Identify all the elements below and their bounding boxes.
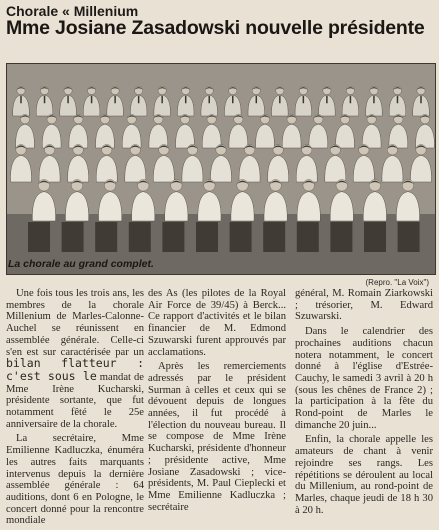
chorister-tie	[279, 96, 281, 104]
col1-text-3: mandat de Mme Irène Kucharski, présidente sortante, que fut notamment fêté le 25e anniversaire de la chorale.	[6, 371, 144, 430]
col3-para-3: Enfin, la chorale appelle les amateurs de chant à venir rejoindre ses rangs. Les répétitions se déroulent au local du Millenium, au rond-point de Marles, chaque jeudi de 18 h 30 à 20 h.	[295, 434, 433, 516]
chorister-tie	[20, 96, 22, 104]
chorister-tie	[44, 96, 46, 104]
chorister-tie	[326, 96, 328, 104]
col1-text-2: bilan flatteur : c'est sous le	[6, 356, 144, 383]
chorister-skirt	[330, 222, 352, 252]
article-headline: Mme Josiane Zasadowski nouvelle présidente	[6, 17, 425, 39]
article-column-3	[295, 288, 433, 519]
chorister-skirt	[230, 222, 252, 252]
col3-para-2: Dans le calendrier des prochaines auditions chacun notera notamment, le concert donné à l'église d'Estrée-Cauchy, le samedi 3 avril à 20 h (sous les chênes de France 2) ; la participation à la fête du Rond-point de Marles le dimanche 20 juin...	[295, 326, 433, 431]
chorister-skirt	[95, 222, 117, 252]
chorister-tie	[208, 96, 210, 104]
chorister-skirt	[263, 222, 285, 252]
chorister-skirt	[297, 222, 319, 252]
chorister-tie	[232, 96, 234, 104]
col1-para-2: La secrétaire, Mme Emilienne Kadluczka, énuméra les autres faits marquants intervenus depuis la dernière assemblée générale : 64 auditions, dont 6 en Pologne, le concert donné pour la rencontre mondiale	[6, 433, 144, 527]
col3-para-1: général, M. Romain Ziarkowski ; trésorier, M. Edward Szuwarski.	[295, 288, 433, 323]
chorister-tie	[138, 96, 140, 104]
chorister-skirt	[129, 222, 151, 252]
chorister-tie	[161, 96, 163, 104]
col1-text-1: Une fois tous les trois ans, les membres de la chorale Millenium de Marles-Calonne-Auchel se réunissent en assemblée générale. Celle-ci s'en est sur caractérisée par un	[6, 288, 144, 358]
col2-para-1: des As (les pilotes de la Royal Air Force de 39/45) à Berck... Ce rapport d'activités et le bilan financier de M. Edmond Szuwarski furent approuvés par acclamations.	[148, 288, 286, 358]
chorister-tie	[373, 96, 375, 104]
choir-photo	[6, 63, 436, 275]
choir-group-illustration	[7, 64, 435, 274]
photo-credit: (Repro. "La Voix")	[365, 278, 429, 287]
chorister-tie	[397, 96, 399, 104]
chorister-skirt	[28, 222, 50, 252]
photo-caption: La chorale au grand complet.	[8, 258, 154, 270]
chorister-tie	[114, 96, 116, 104]
article-kicker: Chorale « Millenium	[6, 3, 139, 19]
chorister-tie	[303, 96, 305, 104]
article-column-2	[148, 288, 286, 516]
col2-para-2: Après les remerciements adressés par le président Surman à celles et ceux qui se dévouent depuis de longues années, il fut procédé à l'élection du nouveau bureau. Il se compose de Mme Irène Kucharski, présidente d'honneur ; présidente active, Mme Josiane Zasadowski ; vice-présidents, M. Paul Cieplecki et Mme Emilienne Kadluczka ; secrétaire	[148, 361, 286, 513]
chorister-tie	[420, 96, 422, 104]
chorister-skirt	[398, 222, 420, 252]
chorister-tie	[91, 96, 93, 104]
chorister-tie	[256, 96, 258, 104]
chorister-skirt	[162, 222, 184, 252]
chorister-tie	[350, 96, 352, 104]
chorister-tie	[67, 96, 69, 104]
col1-para-1	[6, 288, 144, 430]
chorister-tie	[185, 96, 187, 104]
chorister-skirt	[196, 222, 218, 252]
chorister-skirt	[62, 222, 84, 252]
article-column-1	[6, 288, 144, 530]
chorister-skirt	[364, 222, 386, 252]
